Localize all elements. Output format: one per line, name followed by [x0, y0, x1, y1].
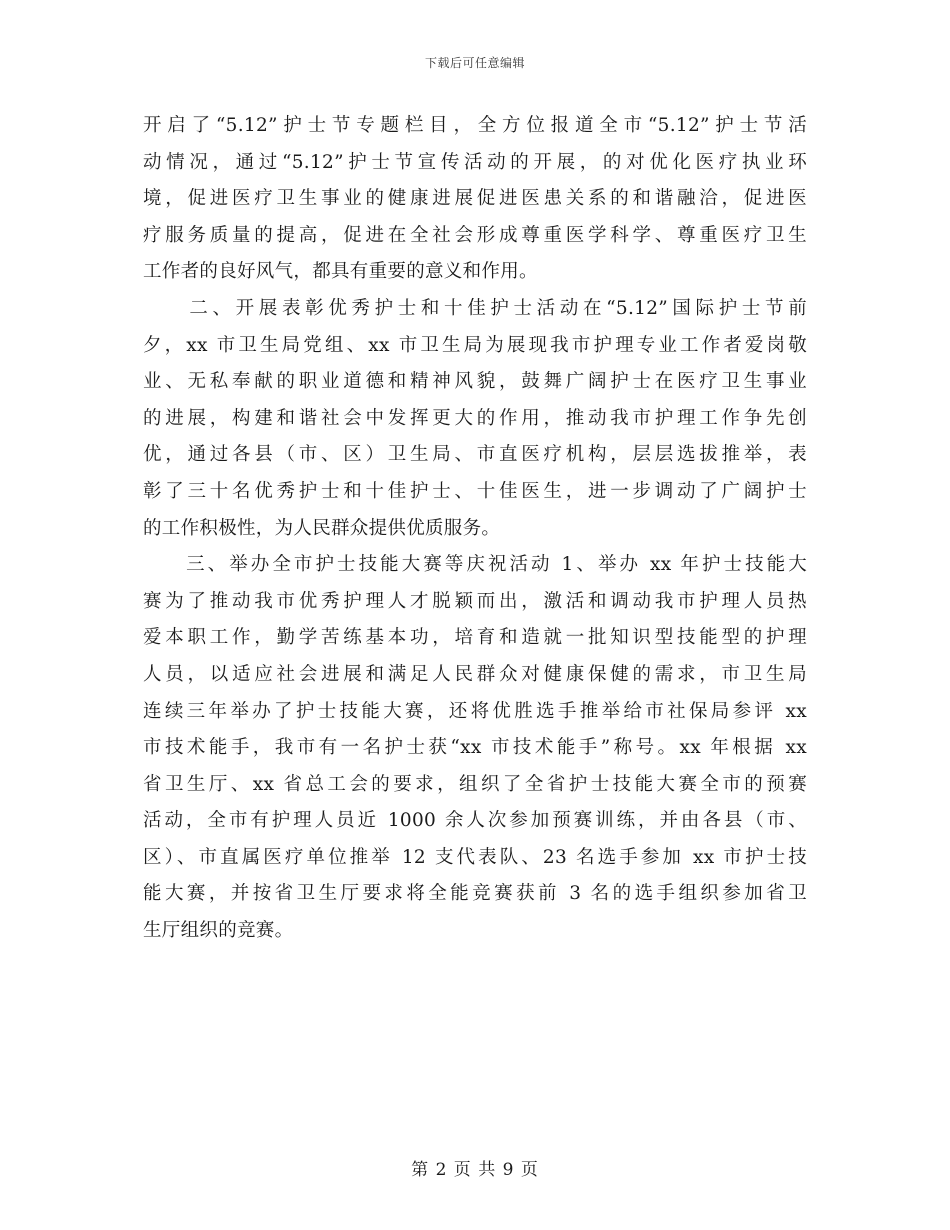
text-line: 的工作积极性，为人民群众提供优质服务。 — [143, 517, 501, 539]
text-line: 人员，以适应社会进展和满足人民群众对健康保健的需求，市卫生局 — [143, 663, 807, 685]
text-line: 开启了“5.12”护士节专题栏目，全方位报道全市“5.12”护士节活 — [143, 115, 807, 136]
text-line: 赛为了推动我市优秀护理人才脱颖而出，激活和调动我市护理人员热 — [143, 590, 807, 612]
text-line: 优，通过各县（市、区）卫生局、市直医疗机构，层层选拔推举，表 — [143, 444, 807, 466]
paragraph-2 — [143, 291, 807, 547]
text-line: 业、无私奉献的职业道德和精神风貌，鼓舞广阔护士在医疗卫生事业 — [143, 371, 807, 393]
text-line: 爱本职工作，勤学苦练基本功，培育和造就一批知识型技能型的护理 — [143, 627, 807, 649]
text-line: 市技术能手，我市有一名护士获“xx 市技术能手”称号。xx 年根据 xx — [143, 737, 807, 759]
paragraph-1 — [143, 108, 807, 291]
text-line: 动情况，通过“5.12”护士节宣传活动的开展，的对优化医疗执业环 — [143, 151, 807, 173]
page-footer: 第 2 页 共 9 页 — [411, 1160, 539, 1180]
page-header: 下载后可任意编辑 — [424, 56, 525, 70]
text-line: 活动，全市有护理人员近 1000 余人次参加预赛训练，并由各县（市、 — [143, 810, 807, 832]
text-line: 区）、市直属医疗单位推举 12 支代表队、23 名选手参加 xx 市护士技 — [143, 846, 807, 868]
text-line: 夕，xx 市卫生局党组、xx 市卫生局为展现我市护理专业工作者爱岗敬 — [143, 334, 807, 356]
text-line: 生厅组织的竞赛。 — [143, 920, 294, 942]
text-line: 能大赛，并按省卫生厅要求将全能竞赛获前 3 名的选手组织参加省卫 — [143, 883, 807, 905]
text-line: 三、举办全市护士技能大赛等庆祝活动 1、举办 xx 年护士技能大 — [143, 554, 807, 576]
text-line: 连续三年举办了护士技能大赛，还将优胜选手推举给市社保局参评 xx — [143, 700, 807, 722]
text-line: 省卫生厅、xx 省总工会的要求，组织了全省护士技能大赛全市的预赛 — [143, 773, 807, 795]
text-line: 境，促进医疗卫生事业的健康进展促进医患关系的和谐融洽，促进医 — [143, 188, 807, 210]
text-line: 疗服务质量的提高，促进在全社会形成尊重医学科学、尊重医疗卫生 — [143, 224, 807, 246]
document-body — [143, 108, 807, 950]
text-line: 二、开展表彰优秀护士和十佳护士活动在“5.12”国际护士节前 — [143, 297, 807, 319]
text-line: 的进展，构建和谐社会中发挥更大的作用，推动我市护理工作争先创 — [143, 407, 807, 429]
paragraph-3 — [143, 547, 807, 950]
text-line: 彰了三十名优秀护士和十佳护士、十佳医生，进一步调动了广阔护士 — [143, 480, 807, 502]
text-line: 工作者的良好风气，都具有重要的意义和作用。 — [143, 261, 538, 283]
